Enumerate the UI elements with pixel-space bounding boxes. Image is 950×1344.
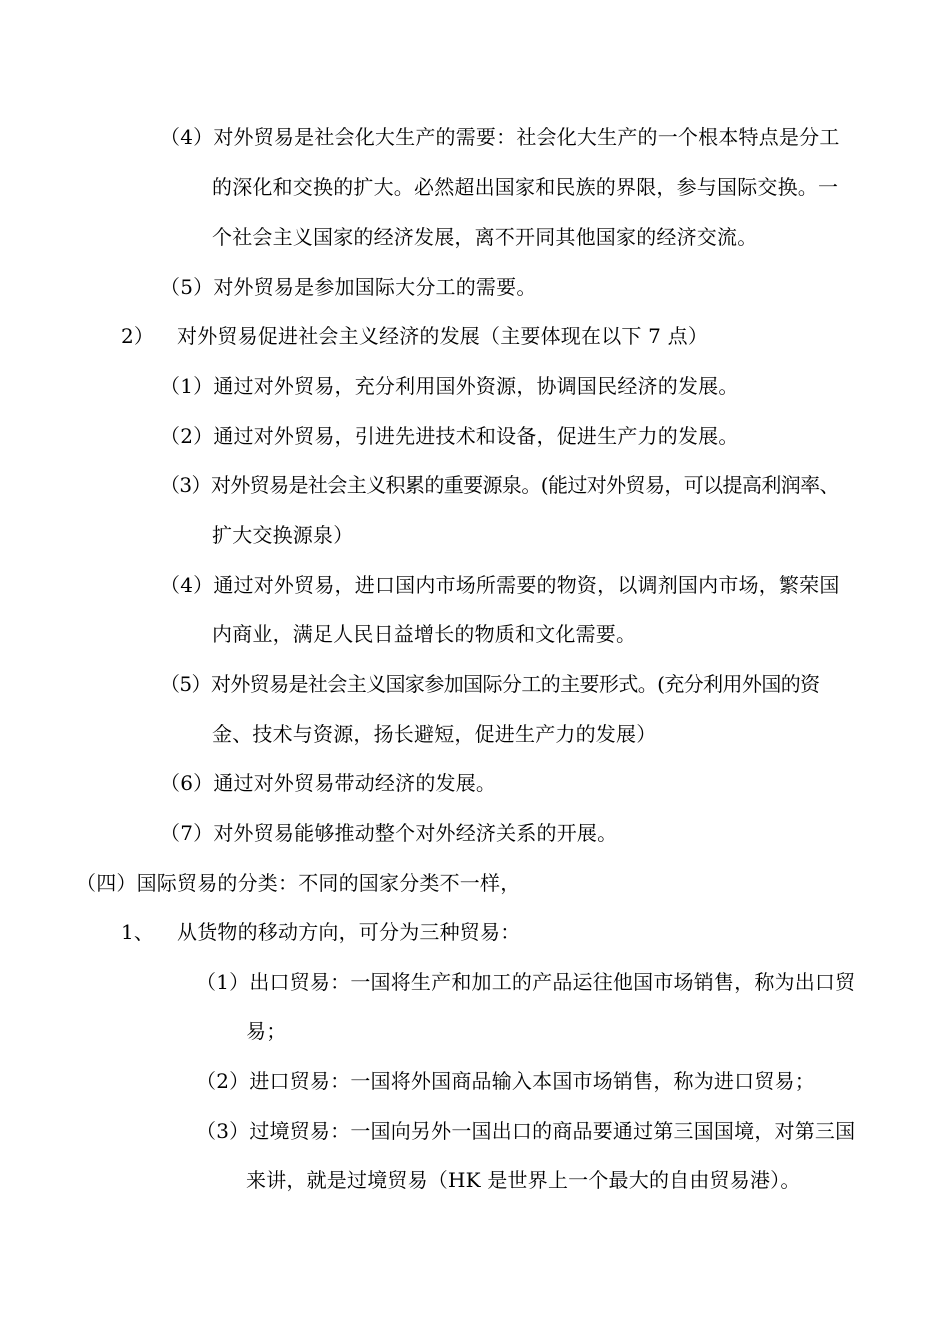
paragraph-line <box>246 1167 801 1193</box>
paragraph-line <box>196 1118 855 1144</box>
line-text: 对外贸易能够推动整个对外经济关系的开展。 <box>213 821 618 845</box>
paragraph-line <box>160 423 739 449</box>
paragraph-line <box>246 1018 286 1044</box>
paragraph-line <box>212 522 353 548</box>
item-marker: （2） <box>196 1069 250 1093</box>
line-text: 个社会主义国家的经济发展，离不开同其他国家的经济交流。 <box>212 225 758 249</box>
line-text: 从货物的移动方向，可分为三种贸易： <box>177 920 521 944</box>
paragraph-line <box>160 472 839 498</box>
paragraph-line <box>196 1068 815 1094</box>
paragraph-line <box>160 124 840 150</box>
line-text: 内商业，满足人民日益增长的物质和文化需要。 <box>212 622 637 646</box>
item-marker: （1） <box>196 970 250 994</box>
paragraph-line <box>160 373 739 399</box>
line-text: 通过对外贸易，引进先进技术和设备，促进生产力的发展。 <box>213 424 739 448</box>
line-text: 通过对外贸易带动经济的发展。 <box>213 771 497 795</box>
line-text: 易； <box>246 1019 287 1043</box>
line-text: 对外贸易是社会主义国家参加国际分工的主要形式。(充分利用外国的资 <box>210 672 820 696</box>
item-marker: （四） <box>76 871 137 895</box>
line-text: 对外贸易促进社会主义经济的发展（主要体现在以下 7 点） <box>177 324 709 348</box>
line-text: 国际贸易的分类：不同的国家分类不一样， <box>136 871 521 895</box>
item-marker: （4） <box>160 125 214 149</box>
item-marker: （3） <box>160 473 211 497</box>
line-text: 通过对外贸易，充分利用国外资源，协调国民经济的发展。 <box>213 374 739 398</box>
paragraph-line <box>160 820 617 846</box>
paragraph-line <box>160 274 537 300</box>
line-text: 来讲，就是过境贸易（HK 是世界上一个最大的自由贸易港）。 <box>246 1168 801 1192</box>
line-text: 通过对外贸易，进口国内市场所需要的物资，以调剂国内市场，繁荣国 <box>213 573 840 597</box>
paragraph-line <box>160 671 820 697</box>
item-marker: （5） <box>160 275 214 299</box>
item-marker: （3） <box>196 1119 250 1143</box>
line-text: 进口贸易：一国将外国商品输入本国市场销售，称为进口贸易； <box>249 1069 815 1093</box>
line-text: 的深化和交换的扩大。必然超出国家和民族的界限，参与国际交换。一 <box>212 175 839 199</box>
line-text: 出口贸易：一国将生产和加工的产品运往他国市场销售，称为出口贸 <box>249 970 856 994</box>
item-marker: 1、 <box>121 920 155 944</box>
section-heading <box>76 870 520 896</box>
section-heading <box>121 323 708 349</box>
paragraph-line <box>212 621 636 647</box>
item-marker: （4） <box>160 573 214 597</box>
paragraph-line <box>196 969 855 995</box>
line-text: 对外贸易是社会化大生产的需要：社会化大生产的一个根本特点是分工 <box>213 125 840 149</box>
item-marker: （1） <box>160 374 214 398</box>
section-heading <box>121 919 520 945</box>
item-marker: （2） <box>160 424 214 448</box>
line-text: 对外贸易是社会主义积累的重要源泉。(能过对外贸易，可以提高利润率、 <box>210 473 839 497</box>
line-text: 扩大交换源泉） <box>212 523 354 547</box>
line-text: 金、技术与资源，扬长避短，促进生产力的发展） <box>212 722 657 746</box>
paragraph-line <box>212 224 757 250</box>
paragraph-line <box>160 770 496 796</box>
line-text: 过境贸易：一国向另外一国出口的商品要通过第三国国境，对第三国 <box>249 1119 856 1143</box>
paragraph-line <box>212 721 656 747</box>
item-marker: （7） <box>160 821 214 845</box>
item-marker: 2） <box>121 324 155 348</box>
item-marker: （5） <box>160 672 211 696</box>
line-text: 对外贸易是参加国际大分工的需要。 <box>213 275 537 299</box>
paragraph-line <box>212 174 838 200</box>
paragraph-line <box>160 572 840 598</box>
item-marker: （6） <box>160 771 214 795</box>
